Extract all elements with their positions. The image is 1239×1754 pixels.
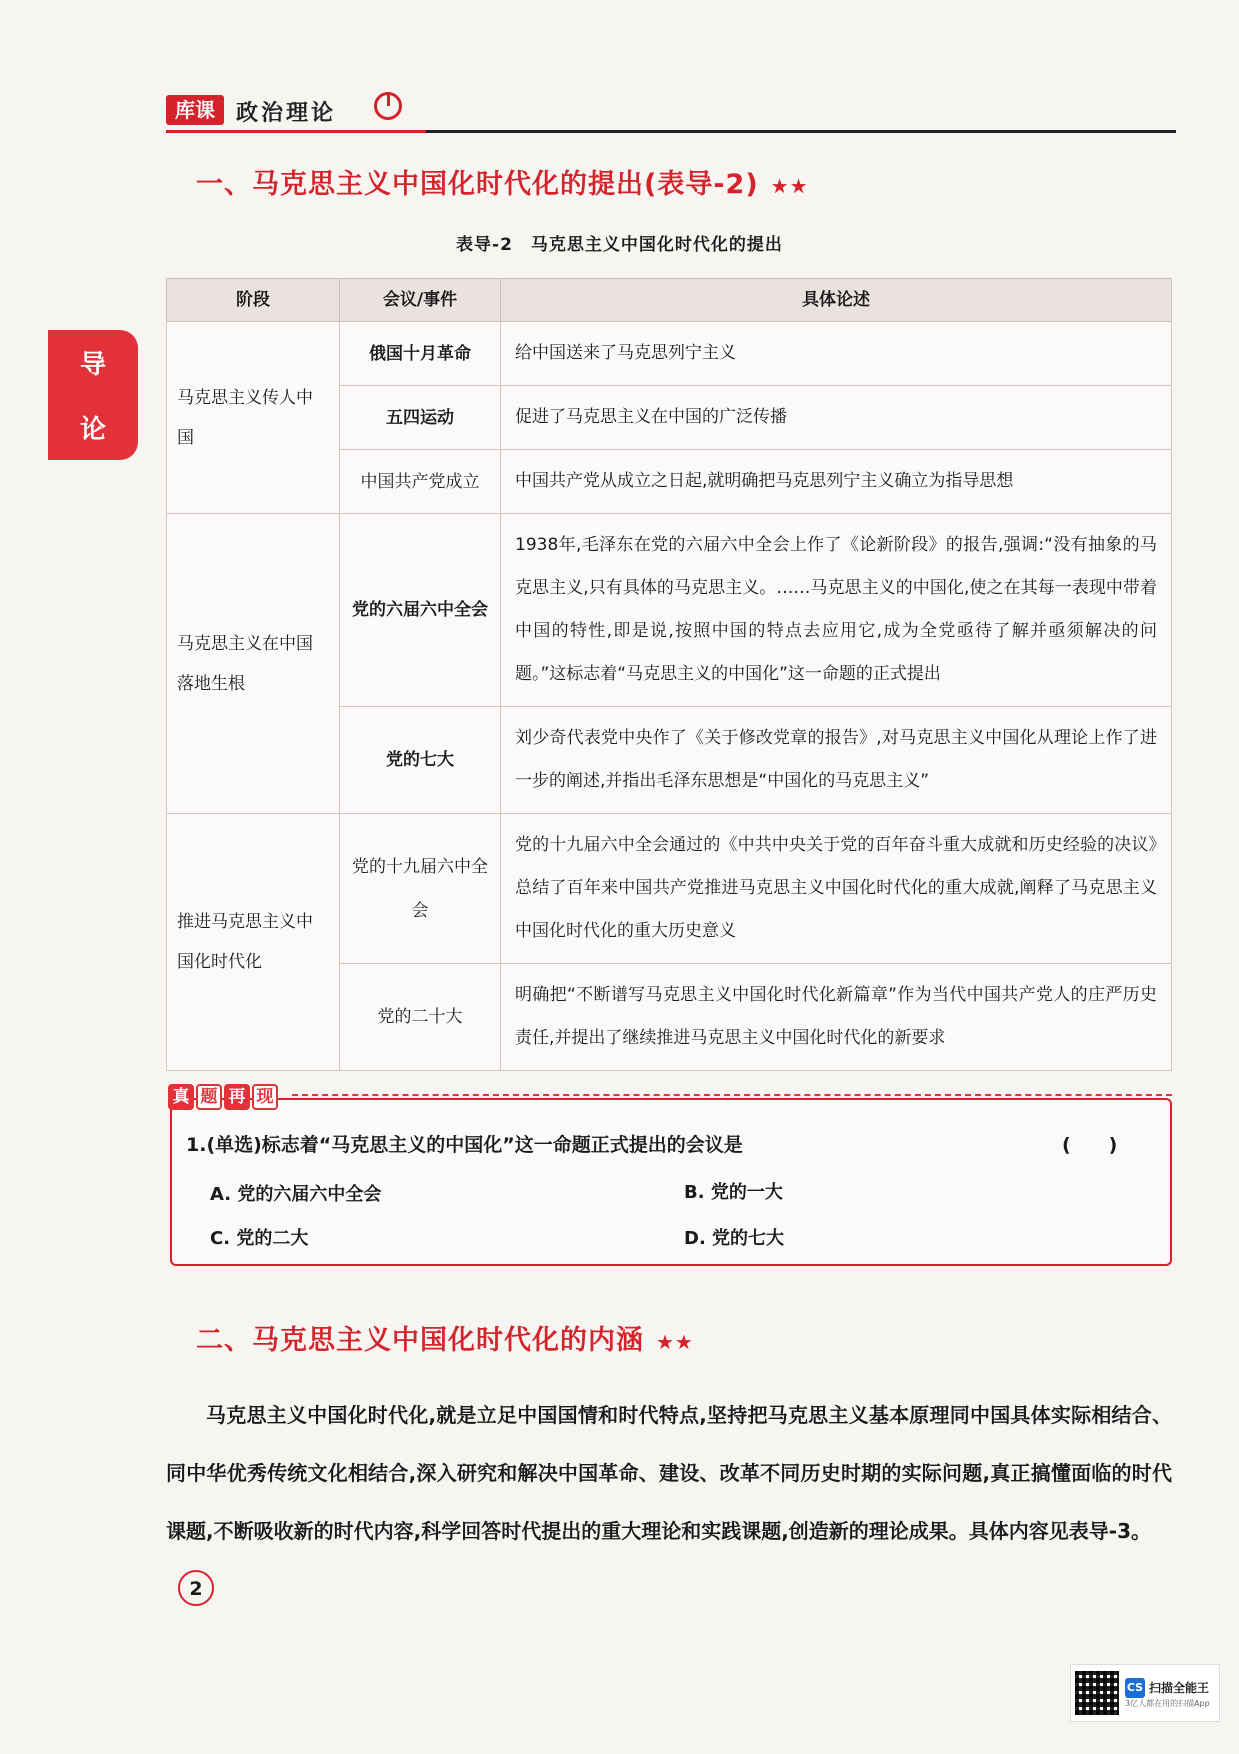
side-tab-char: 论 (79, 415, 106, 445)
column-header: 会议/事件 (340, 279, 501, 322)
table-row (167, 514, 1172, 707)
column-header: 阶段 (167, 279, 340, 322)
answer-blank: ( ) (1062, 1134, 1118, 1156)
clock-icon (374, 92, 402, 120)
table-header-row (167, 279, 1172, 322)
event-cell: 俄国十月革命 (340, 322, 501, 386)
desc-cell: 党的十九届六中全会通过的《中共中央关于党的百年奋斗重大成就和历史经验的决议》总结了百年来中国共产党推进马克思主义中国化时代化的重大成就,阐释了马克思主义中国化时代化的重大历史意义 (501, 814, 1172, 964)
event-cell: 党的十九届六中全会 (340, 814, 501, 964)
table-row (167, 814, 1172, 964)
column-header: 具体论述 (501, 279, 1172, 322)
event-cell: 五四运动 (340, 386, 501, 450)
brand-logo: 库课 (166, 95, 224, 125)
event-cell: 中国共产党成立 (340, 450, 501, 514)
page-number: 2 (178, 1570, 214, 1606)
option-a: A. 党的六届六中全会 (210, 1184, 382, 1205)
qr-code-icon (1075, 1671, 1119, 1715)
desc-cell: 促进了马克思主义在中国的广泛传播 (501, 386, 1172, 450)
desc-cell: 给中国送来了马克思列宁主义 (501, 322, 1172, 386)
event-cell: 党的二十大 (340, 964, 501, 1071)
body-paragraph: 马克思主义中国化时代化,就是立足中国国情和时代特点,坚持把马克思主义基本原理同中国具体实际相结合、同中华优秀传统文化相结合,深入研究和解决中国革命、建设、改革不同历史时期的实际问题,真正搞懂面临的时代课题,不断吸收新的时代内容,科学回答时代提出的重大理论和实践课题,创造新的理论成果。具体内容见表导-3。 (166, 1403, 1172, 1543)
header-rule-accent (166, 130, 426, 133)
chapter-side-tab (48, 330, 138, 460)
badge-char: 真 (168, 1084, 194, 1110)
section-heading-text: 二、马克思主义中国化时代化的内涵 (196, 1325, 644, 1356)
section-heading-2 (196, 1318, 694, 1357)
event-cell: 党的七大 (340, 707, 501, 814)
section-heading-text: 一、马克思主义中国化时代化的提出(表导-2) (196, 169, 759, 200)
side-tab-char: 导 (79, 350, 106, 380)
table-row (167, 322, 1172, 386)
content-table (166, 278, 1172, 1071)
past-exam-badge (168, 1084, 278, 1110)
scanner-tagline: 3亿人都在用的扫描App (1125, 1698, 1210, 1708)
scanner-name: 扫描全能王 (1149, 1681, 1210, 1695)
option-c: C. 党的二大 (210, 1228, 309, 1249)
table-caption: 表导-2 马克思主义中国化时代化的提出 (456, 235, 783, 255)
importance-stars: ★★ (656, 1330, 694, 1354)
scanner-watermark (1070, 1664, 1220, 1722)
option-b: B. 党的一大 (684, 1182, 783, 1203)
desc-cell: 刘少奇代表党中央作了《关于修改党章的报告》,对马克思主义中国化从理论上作了进一步的阐述,并指出毛泽东思想是“中国化的马克思主义” (501, 707, 1172, 814)
desc-cell: 1938年,毛泽东在党的六届六中全会上作了《论新阶段》的报告,强调:“没有抽象的马克思主义,只有具体的马克思主义。……马克思主义的中国化,使之在其每一表现中带着中国的特性,即是说,按照中国的特点去应用它,成为全党亟待了解并亟须解决的问题。”这标志着“马克思主义的中国化”这一命题的正式提出 (501, 514, 1172, 707)
section-heading-1 (196, 162, 809, 201)
stage-cell: 马克思主义在中国落地生根 (167, 514, 340, 814)
desc-cell: 明确把“不断谱写马克思主义中国化时代化新篇章”作为当代中国共产党人的庄严历史责任,并提出了继续推进马克思主义中国化时代化的新要求 (501, 964, 1172, 1071)
question-stem: 1.(单选)标志着“马克思主义的中国化”这一命题正式提出的会议是 (186, 1134, 743, 1156)
stage-cell: 推进马克思主义中国化时代化 (167, 814, 340, 1071)
scanner-logo: CS (1125, 1678, 1145, 1698)
header-subject: 政治理论 (236, 101, 337, 126)
question-divider (292, 1094, 1172, 1096)
desc-cell: 中国共产党从成立之日起,就明确把马克思列宁主义确立为指导思想 (501, 450, 1172, 514)
importance-stars: ★★ (770, 174, 809, 198)
badge-char: 再 (224, 1084, 250, 1110)
option-d: D. 党的七大 (684, 1228, 785, 1249)
stage-cell: 马克思主义传人中国 (167, 322, 340, 514)
badge-char: 现 (252, 1084, 278, 1110)
event-cell: 党的六届六中全会 (340, 514, 501, 707)
badge-char: 题 (196, 1084, 222, 1110)
